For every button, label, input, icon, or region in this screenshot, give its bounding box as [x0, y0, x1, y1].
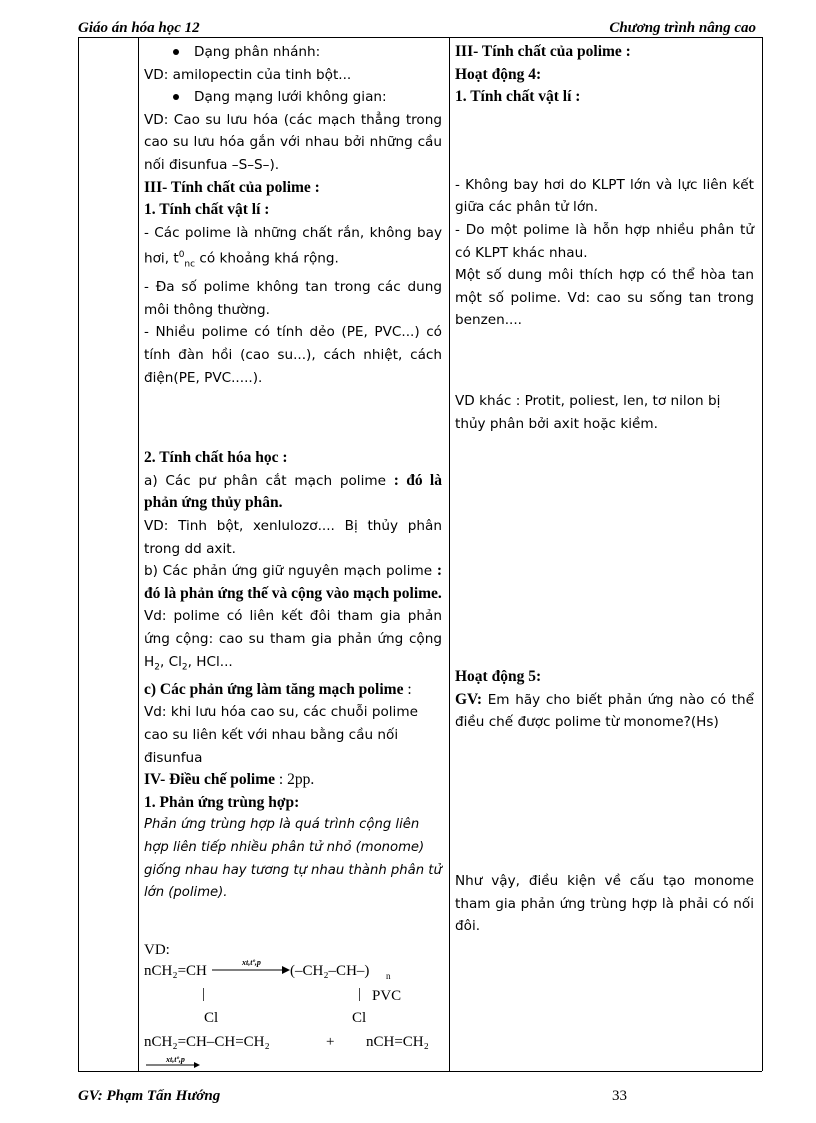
right-column-bottom	[455, 870, 754, 938]
r1-bond-1: |	[202, 986, 206, 1002]
network-example: VD: Cao su lưu hóa (các mạch thẳng trong cao su lưu hóa gắn với nhau bởi những cầu nối đisunfua –S–S–).	[144, 111, 442, 173]
r1-cl-2: Cl	[352, 1010, 367, 1026]
table-col-divider-2	[449, 37, 450, 1071]
right-physical-1: - Không bay hơi do KLPT lớn và lực liên kết giữa các phân tử lớn.	[455, 176, 754, 216]
physical-2: - Đa số polime không tan trong các dung môi thông thường.	[144, 279, 442, 318]
section-3-title: III- Tính chất của polime :	[144, 178, 320, 196]
left-column	[144, 41, 442, 905]
teacher-question: GV: Em hãy cho biết phản ứng nào có thể điều chế được polime từ monome?(Hs)	[455, 690, 754, 731]
activity-5: Hoạt động 5:	[455, 668, 542, 685]
polymerization-condition: Như vậy, điều kiện về cấu tạo monome tham gia phản ứng trùng hợp là phải có nối đôi.	[455, 873, 754, 935]
r1-cl-1: Cl	[204, 1010, 219, 1026]
polymerization-title: 1. Phản ứng trùng hợp:	[144, 793, 300, 811]
right-hydrolysis-example: VD khác : Protit, poliest, len, tơ nilon bị thủy phân bởi axit hoặc kiềm.	[455, 392, 721, 432]
page-number: 33	[612, 1088, 627, 1104]
right-section-3-title: III- Tính chất của polime :	[455, 43, 631, 60]
header-left: Giáo án hóa học 12	[78, 20, 200, 36]
r2-reactant-2: nCH=CH₂	[366, 1034, 429, 1050]
right-column-lower	[455, 666, 754, 734]
r1-n: n	[386, 971, 391, 981]
chem-a-example: VD: Tinh bột, xenlulozơ.... Bị thủy phân trong dd axit.	[144, 517, 442, 557]
physical-1: - Các polime là những chất rắn, không bay hơi, $t^0_{nc}$ có khoảng khá rộng.	[144, 224, 442, 270]
r1-pvc-label: PVC	[372, 988, 402, 1004]
table-col-divider-1	[138, 37, 139, 1071]
right-physical-2: - Do một polime là hỗn hợp nhiều phân tử có KLPT khác nhau.	[455, 221, 754, 261]
activity-4: Hoạt động 4:	[455, 65, 542, 83]
chem-a: a) Các pư phân cắt mạch polime : đó là phản ứng thủy phân.	[144, 471, 442, 512]
physical-title: 1. Tính chất vật lí :	[144, 201, 270, 219]
right-column	[455, 41, 754, 435]
header-right: Chương trình nâng cao	[609, 20, 756, 36]
r2-arrowhead	[194, 1062, 200, 1068]
footer-teacher: GV: Phạm Tấn Hướng	[78, 1088, 221, 1104]
branched-example: VD: amilopectin của tinh bột...	[144, 66, 352, 83]
chem-c-example: Vd: khi lưu hóa cao su, các chuỗi polime cao su liên kết với nhau bằng cầu nối đisunfua	[144, 704, 418, 766]
chem-b-example: Vd: polime có liên kết đôi tham gia phản ứng cộng: cao su tham gia phản ứng cộng $H_2$, $Cl_2$, HCl...	[144, 608, 442, 673]
r2-reactant-1: nCH₂=CH–CH=CH₂	[144, 1034, 270, 1050]
bullet-branched: Dạng phân nhánh:	[144, 41, 442, 64]
reaction-scheme	[140, 938, 446, 1070]
r1-product: (–CH₂–CH–)	[290, 963, 370, 979]
table-left-border	[78, 37, 79, 1071]
physical-3: - Nhiều polime có tính dẻo (PE, PVC...) có tính đàn hồi (cao su...), cách nhiệt, cách điện(PE, PVC.....).	[144, 324, 442, 386]
chemical-title: 2. Tính chất hóa học :	[144, 449, 288, 467]
r1-bond-2: |	[358, 986, 362, 1002]
r1-reactant: nCH₂=CH	[144, 963, 207, 979]
table-bottom-border	[78, 1071, 762, 1072]
r2-condition: xt,tº,p	[166, 1055, 185, 1064]
polymerization-definition: Phản ứng trùng hợp là quá trình cộng liên hợp liên tiếp nhiều phân tử nhỏ (monome) giống nhau hay tương tự nhau thành phân tử lớn (polime).	[144, 817, 442, 901]
vd-label: VD:	[144, 942, 170, 958]
right-physical-title: 1. Tính chất vật lí :	[455, 88, 581, 106]
table-right-border	[762, 37, 763, 1071]
bullet-icon	[173, 49, 179, 55]
section-4-title: IV- Điều chế polime : 2pp.	[144, 771, 315, 789]
table-top-border	[78, 37, 762, 38]
chem-c: c) Các phản ứng làm tăng mạch polime :	[144, 680, 412, 698]
right-physical-3: Một số dung môi thích hợp có thể hòa tan một số polime. Vd: cao su sống tan trong benzen....	[455, 267, 754, 329]
chem-b: b) Các phản ứng giữ nguyên mạch polime : đó là phản ứng thế và cộng vào mạch polime.	[144, 562, 442, 602]
r2-plus: +	[326, 1034, 335, 1050]
r1-arrowhead	[282, 966, 290, 974]
r1-condition: xt,tº,p	[242, 958, 261, 967]
bullet-network: Dạng mạng lưới không gian:	[144, 86, 442, 109]
